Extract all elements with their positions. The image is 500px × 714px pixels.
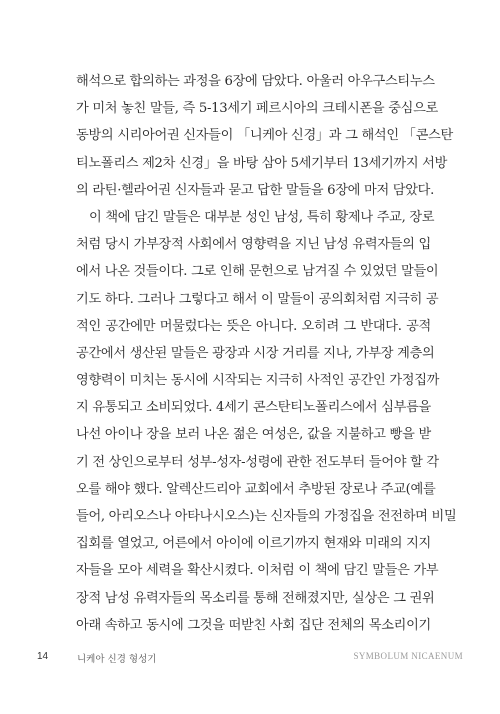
body-line: 해석으로 합의하는 과정을 6장에 담았다. 아울러 아우구스티누스 — [76, 74, 435, 89]
body-text — [76, 68, 457, 639]
body-line: 집회를 열었고, 어른에서 아이에 이르기까지 현재와 미래의 지지 — [76, 536, 431, 552]
body-line: 영향력이 미치는 동시에 시작되는 지극히 사적인 공간인 가정집까 — [76, 373, 440, 389]
body-line: 적인 공간에만 머물렀다는 뜻은 아니다. 오히려 그 반대다. 공적 — [76, 318, 431, 334]
body-line: 오를 해야 했다. 알렉산드리아 교회에서 추방된 장로나 주교(예를 — [76, 481, 436, 497]
body-line: 지 유통되고 소비되었다. 4세기 콘스탄티노폴리스에서 심부름을 — [76, 400, 431, 416]
page-footer — [0, 651, 500, 667]
body-line: 가 미처 놓친 말들, 즉 5-13세기 페르시아의 크테시폰을 중심으로 — [76, 101, 438, 117]
body-line: 티노폴리스 제2차 신경」을 바탕 삼아 5세기부터 13세기까지 서방 — [76, 155, 448, 171]
running-head: SYMBOLUM NICAENUM — [353, 651, 463, 661]
body-line: 장적 남성 유력자들의 목소리를 통해 전해졌지만, 실상은 그 권위 — [76, 590, 435, 606]
body-line: 아래 속하고 동시에 그것을 떠받친 사회 집단 전체의 목소리이기 — [76, 617, 431, 633]
body-line: 처럼 당시 가부장적 사회에서 영향력을 지닌 남성 유력자들의 입 — [76, 237, 431, 253]
body-line: 기도 하다. 그러나 그렇다고 해서 이 말들이 공의회처럼 지극히 공 — [76, 291, 439, 307]
body-line: 자들을 모아 세력을 확산시켰다. 이처럼 이 책에 담긴 말들은 가부 — [76, 563, 439, 579]
body-line: 동방의 시리아어권 신자들이 「니케아 신경」과 그 해석인 「콘스탄 — [76, 128, 453, 144]
body-line: 공간에서 생산된 말들은 광장과 시장 거리를 지나, 가부장 계층의 — [76, 345, 435, 361]
body-line-paragraph-start: 이 책에 담긴 말들은 대부분 성인 남성, 특히 황제나 주교, 장로 — [89, 209, 435, 225]
book-title: 니케아 신경 형성기 — [77, 654, 157, 665]
body-line: 들어, 아리오스나 아타나시오스)는 신자들의 가정집을 전전하며 비밀 — [76, 509, 457, 524]
page-number: 14 — [37, 651, 49, 662]
body-line: 나선 아이나 장을 보러 나온 젊은 여성은, 값을 지불하고 빵을 받 — [76, 427, 431, 443]
body-line: 의 라틴·헬라어권 신자들과 묻고 답한 말들을 6장에 마저 담았다. — [76, 182, 434, 198]
body-line: 기 전 상인으로부터 성부-성자-성령에 관한 전도부터 들어야 할 각 — [76, 454, 439, 470]
body-line: 에서 나온 것들이다. 그로 인해 문헌으로 남겨질 수 있었던 말들이 — [76, 264, 439, 280]
